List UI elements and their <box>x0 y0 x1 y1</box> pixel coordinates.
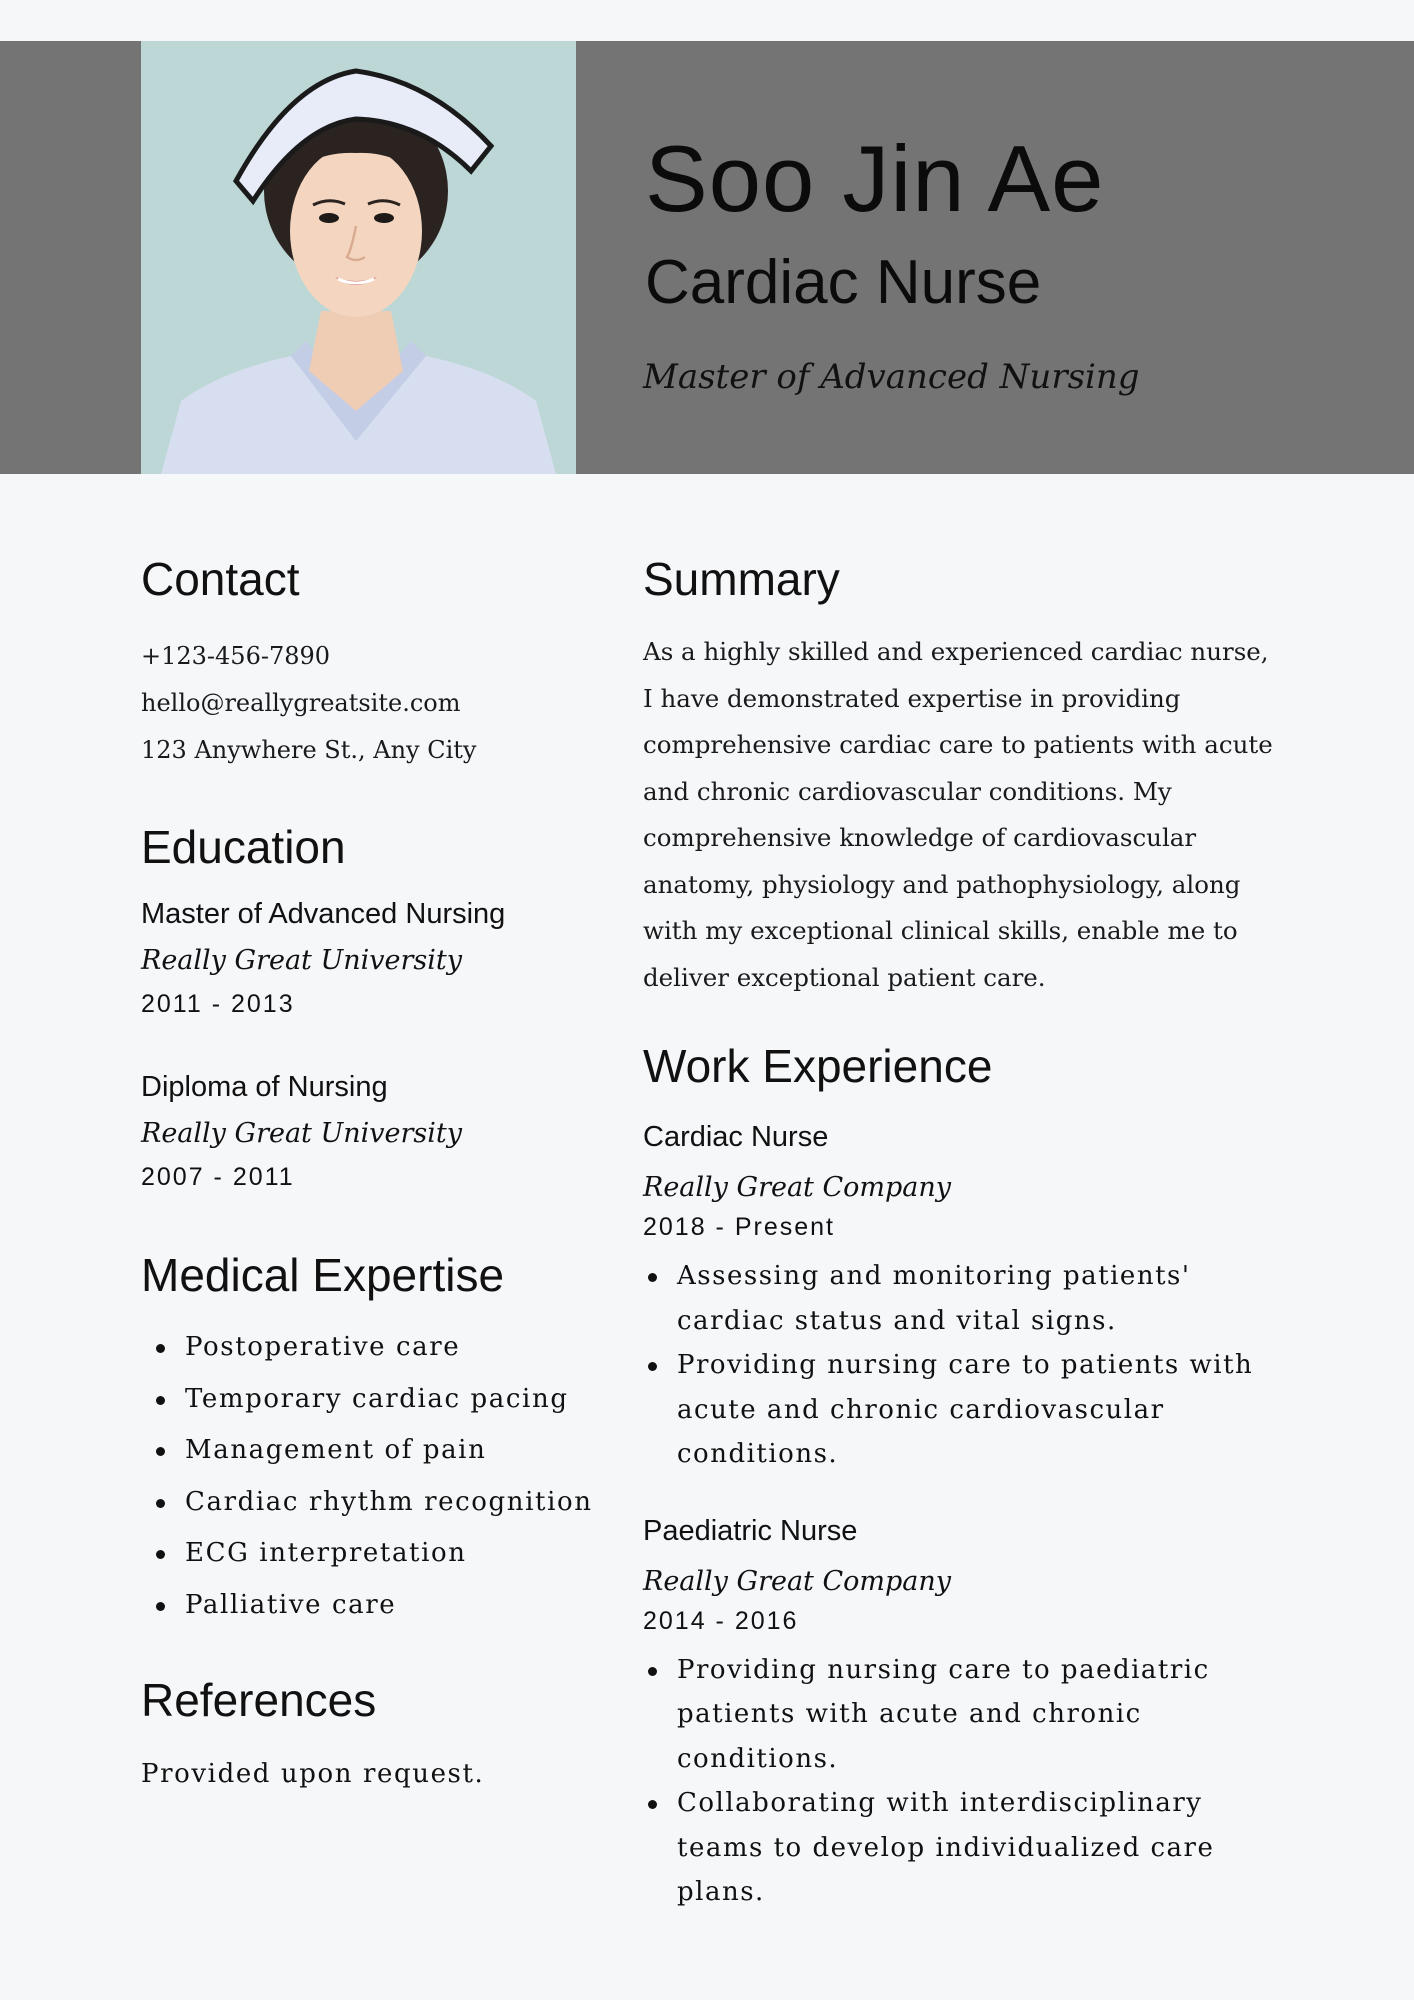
job-entry <box>643 1515 1283 1915</box>
job-years: 2014 - 2016 <box>643 1606 799 1635</box>
contact-list <box>141 633 591 774</box>
degree-subtitle: Master of Advanced Nursing <box>643 357 1140 397</box>
job-duty: Assessing and monitoring patients' cardiac status and vital signs. <box>643 1254 1283 1343</box>
job-title: Paediatric Nurse <box>643 1514 858 1547</box>
work-heading: Work Experience <box>643 1040 993 1092</box>
job-duty: Providing nursing care to paediatric patients with acute and chronic conditions. <box>643 1648 1283 1782</box>
job-duty: Collaborating with interdisciplinary teams to develop individualized care plans. <box>643 1781 1283 1915</box>
contact-heading: Contact <box>141 553 300 605</box>
education-degree: Master of Advanced Nursing <box>141 898 506 930</box>
education-years: 2007 - 2011 <box>141 1163 295 1191</box>
expertise-item: Temporary cardiac pacing <box>141 1374 591 1426</box>
job-duties <box>643 1254 1283 1477</box>
expertise-list <box>141 1322 591 1631</box>
candidate-name: Soo Jin Ae <box>645 126 1105 231</box>
education-years: 2011 - 2013 <box>141 990 295 1018</box>
profile-photo <box>141 41 576 474</box>
expertise-heading: Medical Expertise <box>141 1249 505 1301</box>
job-title: Cardiac Nurse <box>643 1121 829 1153</box>
expertise-item: Cardiac rhythm recognition <box>141 1477 591 1529</box>
expertise-item: ECG interpretation <box>141 1528 591 1580</box>
education-heading: Education <box>141 821 346 873</box>
job-title-heading: Cardiac Nurse <box>645 248 1042 317</box>
education-school: Really Great University <box>141 1118 463 1149</box>
education-entry <box>141 898 591 1019</box>
left-column <box>141 552 591 1789</box>
job-company: Really Great Company <box>643 1172 952 1203</box>
right-column <box>643 552 1283 1915</box>
job-entry <box>643 1121 1283 1477</box>
education-entry <box>141 1071 591 1192</box>
job-duty: Providing nursing care to patients with acute and chronic cardiovascular conditions. <box>643 1343 1283 1477</box>
profile-photo-illustration <box>141 41 576 474</box>
expertise-item: Palliative care <box>141 1580 591 1632</box>
summary-heading: Summary <box>643 553 840 605</box>
references-heading: References <box>141 1674 377 1726</box>
references-text: Provided upon request. <box>141 1759 485 1789</box>
job-company: Really Great Company <box>643 1565 952 1597</box>
contact-email[interactable]: hello@reallygreatsite.com <box>141 689 461 717</box>
expertise-item: Postoperative care <box>141 1322 591 1374</box>
education-school: Really Great University <box>141 945 463 976</box>
education-degree: Diploma of Nursing <box>141 1071 388 1103</box>
expertise-item: Management of pain <box>141 1425 591 1477</box>
job-duties <box>643 1648 1283 1915</box>
contact-phone[interactable]: +123-456-7890 <box>141 642 331 670</box>
job-years: 2018 - Present <box>643 1213 835 1241</box>
contact-address: 123 Anywhere St., Any City <box>141 736 477 764</box>
summary-text: As a highly skilled and experienced cardiac nurse, I have demonstrated expertise in providing comprehensive cardiac care to patients with acute and chronic cardiovascular conditions. My comprehensive knowledge of cardiovascular anatomy, physiology and pathophysiology, along with my exceptional clinical skills, enable me to deliver exceptional patient care. <box>643 637 1273 992</box>
